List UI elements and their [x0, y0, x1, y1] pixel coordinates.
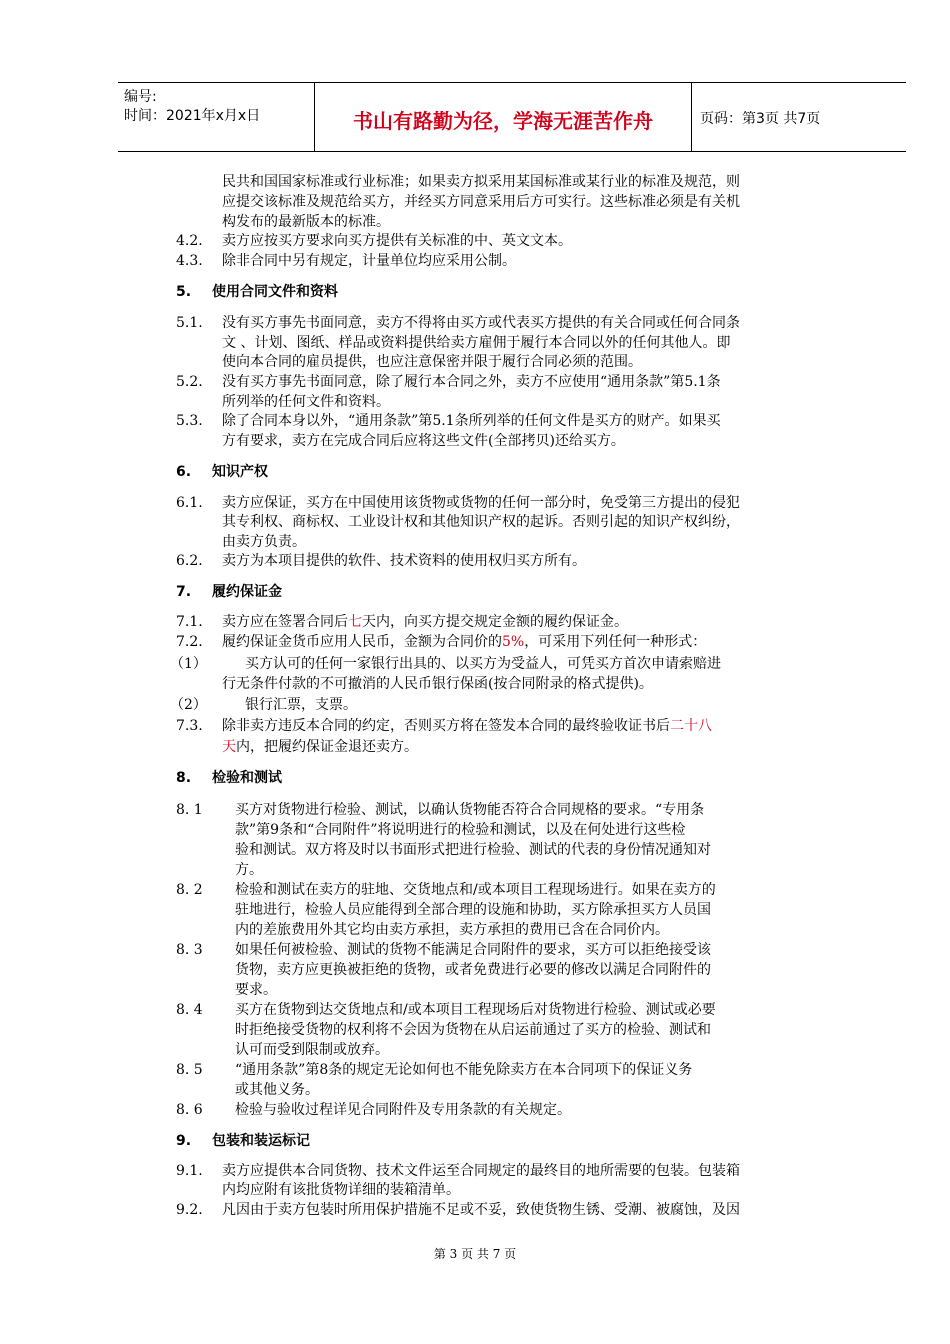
clause-text: 使向本合同的雇员提供，也应注意保密并限于履行合同必须的范围。 [222, 354, 642, 370]
clause-text: 除非卖方违反本合同的约定，否则买方将在签发本合同的最终验收证书后二十八 [222, 718, 712, 734]
clause-number: 8. 2 [176, 882, 203, 898]
clause-number: 5.1. [176, 315, 203, 331]
section-number: 8. [176, 770, 192, 786]
highlighted-value: 5% [502, 634, 525, 650]
document-time-label: 时间：2021年x月x日 [124, 108, 261, 124]
clause-text: 由卖方负责。 [222, 534, 306, 550]
paragraph-line: 应提交该标准及规范给买方，并经买方同意采用后方可实行。这些标准必须是有关机 [222, 194, 740, 210]
clause-number: 8. 5 [176, 1062, 203, 1078]
highlighted-value: 天 [222, 739, 236, 755]
header-motto-cell [315, 83, 692, 151]
section-heading: 包装和装运标记 [212, 1133, 310, 1149]
clause-number: 5.2. [176, 374, 203, 390]
header-meta-cell [118, 83, 315, 151]
clause-number: 8. 4 [176, 1002, 203, 1018]
clause-text: 时拒绝接受货物的权利将不会因为货物在从启运前通过了买方的检验、测试和 [235, 1022, 711, 1038]
clause-text: 驻地进行，检验人员应能得到全部合理的设施和协助，买方除承担买方人员国 [235, 902, 711, 918]
clause-text: 如果任何被检验、测试的货物不能满足合同附件的要求，买方可以拒绝接受该 [235, 942, 711, 958]
clause-text: 买方在货物到达交货地点和/或本项目工程现场后对货物进行检验、测试或必要 [235, 1002, 716, 1018]
section-number: 7. [176, 584, 192, 600]
item-text: 银行汇票，支票。 [245, 697, 357, 713]
item-number: （2） [170, 697, 207, 713]
section-number: 9. [176, 1133, 192, 1149]
clause-number: 7.3. [176, 718, 203, 734]
section-number: 5. [176, 284, 192, 300]
clause-text: 内均应附有该批货物详细的装箱清单。 [222, 1182, 460, 1198]
item-text: 买方认可的任何一家银行出具的、以买方为受益人，可凭买方首次申请索赔进 [245, 656, 721, 672]
clause-number: 6.1. [176, 495, 203, 511]
clause-text: 方。 [235, 862, 263, 878]
clause-number: 9.2. [176, 1202, 203, 1218]
clause-number: 7.1. [176, 614, 203, 630]
clause-text: 文 、计划、图纸、样品或资料提供给卖方雇佣于履行本合同以外的任何其他人。即 [222, 335, 731, 351]
header-page-number: 页码：第3页 共7页 [700, 111, 821, 127]
clause-text: 方有要求，卖方在完成合同后应将这些文件(全部拷贝)还给买方。 [222, 433, 625, 449]
section-number: 6. [176, 464, 192, 480]
clause-text: 天内，把履约保证金退还卖方。 [222, 739, 418, 755]
clause-text: 除非合同中另有规定，计量单位均应采用公制。 [222, 253, 516, 269]
clause-text: 验和测试。双方将及时以书面形式把进行检验、测试的代表的身份情况通知对 [235, 842, 711, 858]
clause-text: 款”第9条和“合同附件”将说明进行的检验和测试，以及在何处进行这些检 [235, 822, 686, 838]
clause-text: 内的差旅费用外其它均由卖方承担，卖方承担的费用已含在合同价内。 [235, 922, 669, 938]
clause-number: 4.2. [176, 233, 203, 249]
highlighted-value: 七 [348, 614, 362, 630]
clause-text: 所列举的任何文件和资料。 [222, 394, 390, 410]
clause-text: 或其他义务。 [235, 1082, 319, 1098]
clause-number: 8. 6 [176, 1102, 203, 1118]
header-motto: 书山有路勤为径，学海无涯苦作舟 [353, 109, 653, 133]
clause-text: 货物，卖方应更换被拒绝的货物，或者免费进行必要的修改以满足合同附件的 [235, 962, 711, 978]
clause-text: 检验与验收过程详见合同附件及专用条款的有关规定。 [235, 1102, 571, 1118]
clause-text: 卖方应按买方要求向买方提供有关标准的中、英文文本。 [222, 233, 572, 249]
clause-text: 卖方应在签署合同后七天内，向买方提交规定金额的履约保证金。 [222, 614, 628, 630]
clause-number: 8. 1 [176, 802, 203, 818]
paragraph-line: 民共和国国家标准或行业标准；如果卖方拟采用某国标准或某行业的标准及规范，则 [222, 174, 740, 190]
clause-number: 4.3. [176, 253, 203, 269]
clause-text: 检验和测试在卖方的驻地、交货地点和/或本项目工程现场进行。如果在卖方的 [235, 882, 716, 898]
clause-number: 6.2. [176, 553, 203, 569]
document-number-label: 编号: [124, 89, 157, 105]
item-number: （1） [170, 656, 207, 672]
clause-text: 凡因由于卖方包装时所用保护措施不足或不妥，致使货物生锈、受潮、被腐蚀，及因 [222, 1202, 740, 1218]
clause-text: 认可而受到限制或放弃。 [235, 1042, 389, 1058]
clause-text: 没有买方事先书面同意，卖方不得将由买方或代表买方提供的有关合同或任何合同条 [222, 315, 740, 331]
item-text: 行无条件付款的不可撤消的人民币银行保函(按合同附录的格式提供)。 [222, 676, 653, 692]
page-header [118, 82, 906, 152]
page-footer: 第 3 页 共 7 页 [433, 1247, 517, 1261]
clause-text: 履约保证金货币应用人民币，金额为合同价的5%，可采用下列任何一种形式： [222, 634, 707, 650]
clause-text: “通用条款”第8条的规定无论如何也不能免除卖方在本合同项下的保证义务 [235, 1062, 693, 1078]
section-heading: 检验和测试 [212, 770, 282, 786]
header-page-cell [692, 83, 906, 151]
clause-text: 卖方应提供本合同货物、技术文件运至合同规定的最终目的地所需要的包装。包装箱 [222, 1163, 740, 1179]
clause-text: 卖方应保证，买方在中国使用该货物或货物的任何一部分时，免受第三方提出的侵犯 [222, 495, 740, 511]
highlighted-value: 二十八 [670, 718, 712, 734]
clause-text: 要求。 [235, 982, 277, 998]
clause-text: 买方对货物进行检验、测试，以确认货物能否符合合同规格的要求。“专用条 [235, 802, 705, 818]
clause-number: 8. 3 [176, 942, 203, 958]
clause-text: 其专利权、商标权、工业设计权和其他知识产权的起诉。否则引起的知识产权纠纷， [222, 514, 740, 530]
section-heading: 履约保证金 [212, 584, 282, 600]
clause-text: 卖方为本项目提供的软件、技术资料的使用权归买方所有。 [222, 553, 586, 569]
clause-text: 没有买方事先书面同意，除了履行本合同之外，卖方不应使用“通用条款”第5.1条 [222, 374, 721, 390]
section-heading: 使用合同文件和资料 [212, 284, 338, 300]
clause-number: 9.1. [176, 1163, 203, 1179]
paragraph-line: 构发布的最新版本的标准。 [222, 214, 390, 230]
clause-text: 除了合同本身以外，“通用条款”第5.1条所列举的任何文件是买方的财产。如果买 [222, 413, 721, 429]
section-heading: 知识产权 [212, 464, 268, 480]
clause-number: 5.3. [176, 413, 203, 429]
clause-number: 7.2. [176, 634, 203, 650]
